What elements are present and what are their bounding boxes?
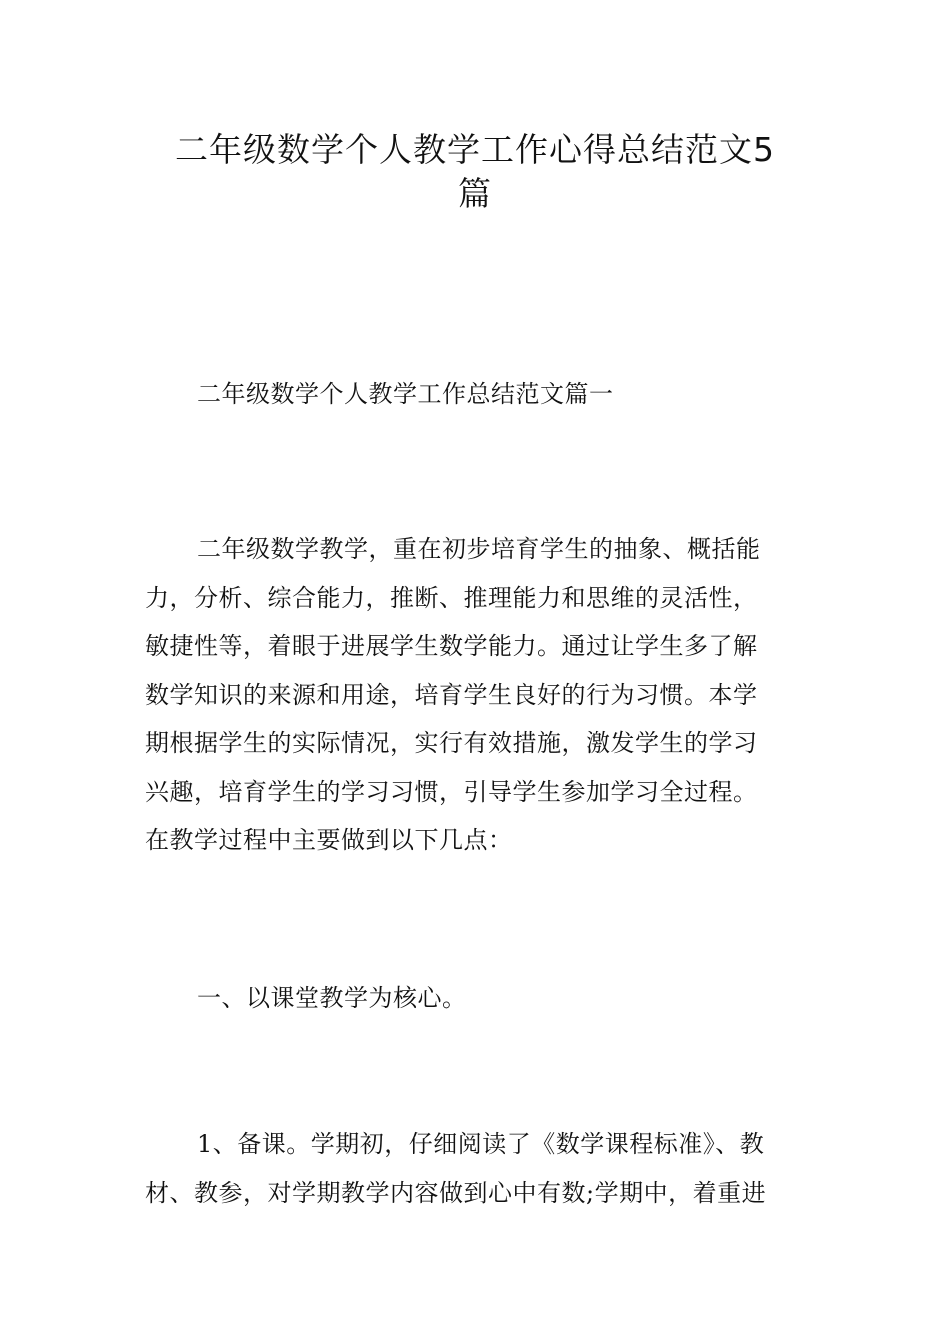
intro-paragraph xyxy=(145,525,805,865)
point-heading-text: 一、以课堂教学为核心。 xyxy=(197,984,467,1012)
item-paragraph xyxy=(145,1120,805,1217)
paragraph-line: 力，分析、综合能力，推断、推理能力和思维的灵活性， xyxy=(145,583,758,612)
paragraph-line: 在教学过程中主要做到以下几点： xyxy=(145,826,513,854)
document-title xyxy=(145,128,805,216)
paragraph-line: 二年级数学教学，重在初步培育学生的抽象、概括能 xyxy=(197,535,761,563)
title-line: 二年级数学个人教学工作心得总结范文5 xyxy=(175,130,775,169)
section-heading-text: 二年级数学个人教学工作总结范文篇一 xyxy=(197,380,614,408)
paragraph-line: 期根据学生的实际情况，实行有效措施，激发学生的学习 xyxy=(145,729,758,757)
paragraph-line: 兴趣，培育学生的学习习惯，引导学生参加学习全过程。 xyxy=(145,777,758,806)
paragraph-line: 材、教参，对学期教学内容做到心中有数;学期中，着重进 xyxy=(145,1178,767,1207)
paragraph-line: 1、备课。学期初，仔细阅读了《数学课程标准》、教 xyxy=(197,1130,765,1158)
paragraph-line: 数学知识的来源和用途，培育学生良好的行为习惯。本学 xyxy=(145,680,758,709)
point-heading xyxy=(145,974,805,1023)
title-line: 篇 xyxy=(458,174,492,213)
paragraph-line: 敏捷性等，着眼于进展学生数学能力。通过让学生多了解 xyxy=(145,632,758,660)
section-heading xyxy=(145,370,805,419)
